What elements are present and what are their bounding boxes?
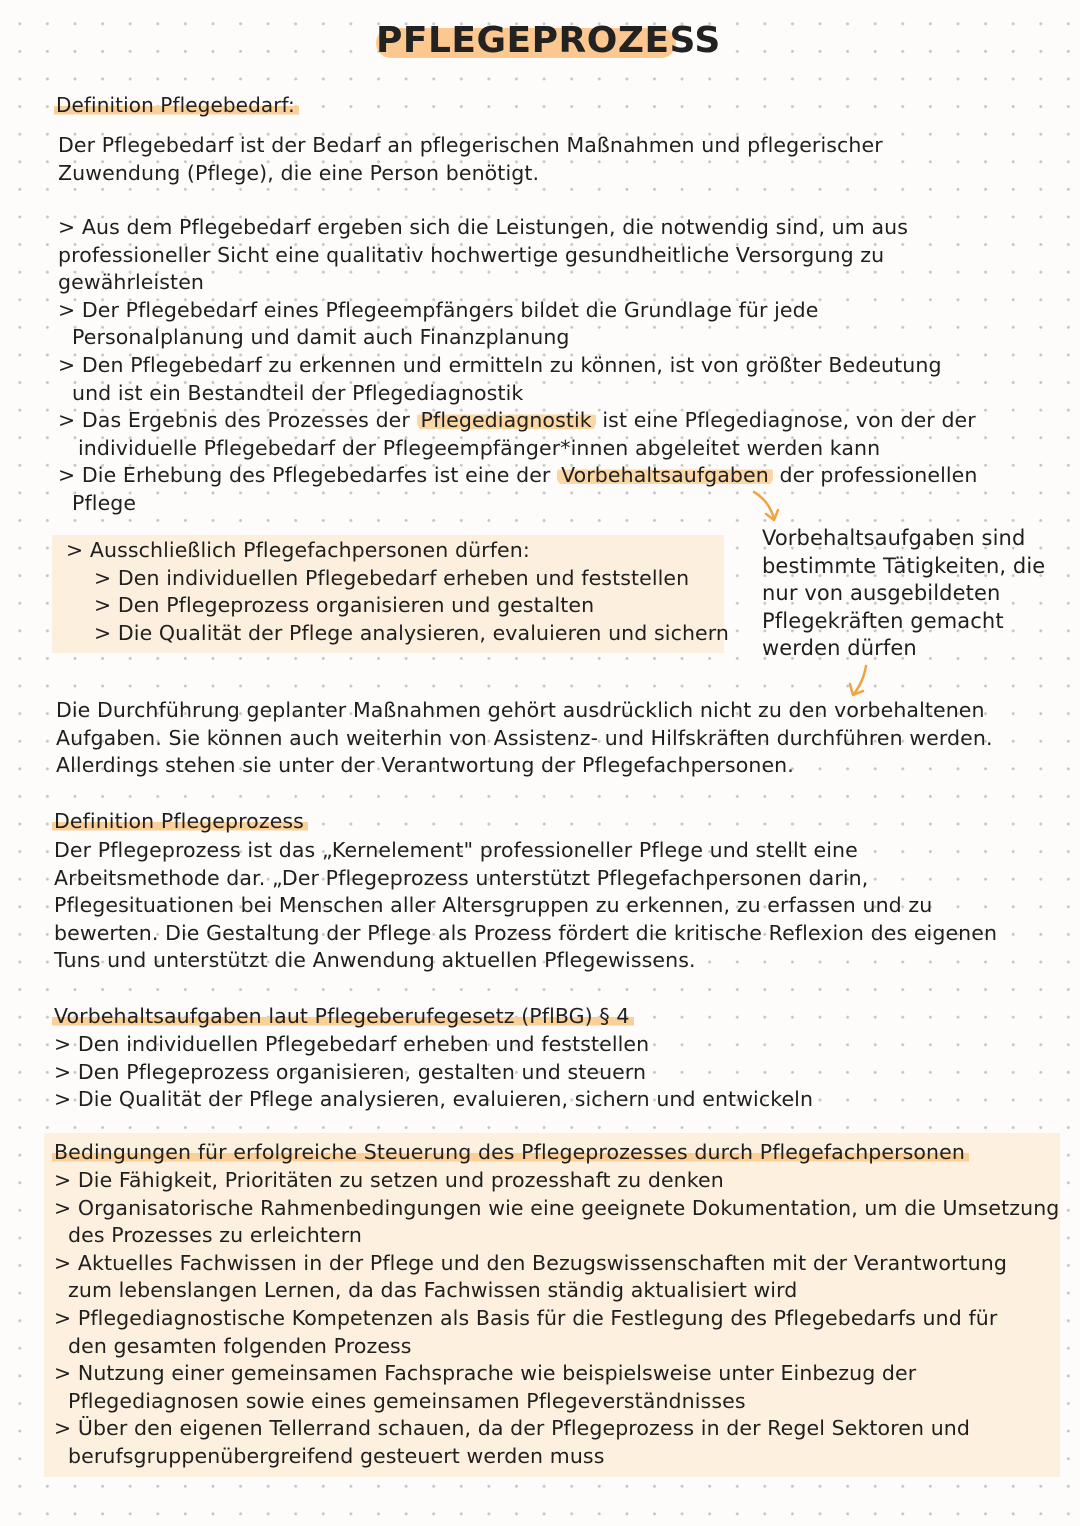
section-heading-pflegeprozess: Definition Pflegeprozess: [52, 808, 308, 836]
text-line: bestimmte Tätigkeiten, die: [762, 553, 1046, 578]
list-item: > Den individuellen Pflegebedarf erheben und feststellen: [54, 1032, 650, 1056]
text-line: Die Durchführung geplanter Maßnahmen gehört ausdrücklich nicht zu den vorbehaltenen: [56, 698, 985, 722]
text-line: Pflegekräften gemacht: [762, 608, 1004, 633]
list-item: > Aus dem Pflegebedarf ergeben sich die Leistungen, die notwendig sind, um aus: [58, 215, 908, 239]
text-line: Allerdings stehen sie unter der Verantwortung der Pflegefachpersonen.: [56, 753, 794, 778]
paragraph-pflegeprozess: [54, 837, 997, 975]
text-line: nur von ausgebildeten: [762, 581, 1001, 606]
list-item-cont: Pflegediagnosen sowie eines gemeinsamen Pflegeverständnisses: [68, 1388, 746, 1413]
list-item: > Das Ergebnis des Prozesses der Pflegediagnostik ist eine Pflegediagnose, von der der: [58, 408, 976, 433]
section-heading-vorbehaltsaufgaben: Vorbehaltsaufgaben laut Pflegeberufegesetz (PflBG) § 4: [52, 1003, 634, 1031]
list-item-cont: professioneller Sicht eine qualitativ hochwertige gesundheitliche Versorgung zu: [58, 242, 885, 267]
list-item: > Die Qualität der Pflege analysieren, evaluieren, sichern und entwickeln: [54, 1087, 814, 1112]
highlight-vorbehaltsaufgaben: Vorbehaltsaufgaben: [557, 463, 773, 487]
list-item: > Der Pflegebedarf eines Pflegeempfängers bildet die Grundlage für jede: [58, 297, 819, 322]
list-lead: > Ausschließlich Pflegefachpersonen dürfen:: [66, 538, 530, 562]
list-item-cont: zum lebenslangen Lernen, da das Fachwissen ständig aktualisiert wird: [68, 1278, 798, 1303]
list-item: > Die Erhebung des Pflegebedarfes ist eine der Vorbehaltsaufgaben der professionellen: [58, 463, 978, 488]
list-item: > Den individuellen Pflegebedarf erheben und feststellen: [94, 565, 690, 590]
list-item-cont: berufsgruppenübergreifend gesteuert werden muss: [68, 1443, 605, 1468]
list-item: > Organisatorische Rahmenbedingungen wie eine geeignete Dokumentation, um die Umsetzung: [54, 1195, 1060, 1220]
list-vorbehaltsaufgaben: [54, 1031, 813, 1114]
definition-paragraph: [58, 132, 883, 187]
list-item-cont: und ist ein Bestandteil der Pflegediagnostik: [72, 380, 524, 405]
list-item: > Die Fähigkeit, Prioritäten zu setzen und prozesshaft zu denken: [54, 1168, 724, 1192]
list-item: > Aktuelles Fachwissen in der Pflege und den Bezugswissenschaften mit der Verantwortung: [54, 1250, 1007, 1275]
page-title: [376, 16, 721, 66]
text-line: Vorbehaltsaufgaben sind: [762, 526, 1026, 550]
text-line: werden dürfen: [762, 636, 917, 661]
bullet-list-pflegebedarf: [58, 214, 978, 518]
list-item: > Pflegediagnostische Kompetenzen als Basis für die Festlegung des Pflegebedarfs und für: [54, 1305, 998, 1330]
sidenote-vorbehaltsaufgaben: [762, 525, 1045, 663]
section-heading-pflegebedarf: Definition Pflegebedarf:: [54, 92, 299, 120]
list-item-cont: des Prozesses zu erleichtern: [68, 1223, 362, 1248]
text-line: Zuwendung (Pflege), die eine Person benötigt.: [58, 160, 540, 185]
text-line: Arbeitsmethode dar. „Der Pflegeprozess unterstützt Pflegefachpersonen darin,: [54, 865, 869, 890]
list-item: > Die Qualität der Pflege analysieren, evaluieren und sichern: [94, 620, 730, 645]
text-line: Der Pflegeprozess ist das „Kernelement" professioneller Pflege und stellt eine: [54, 838, 858, 862]
list-item-cont: den gesamten folgenden Prozess: [68, 1333, 412, 1358]
highlight-pflegediagnostik: Pflegediagnostik: [417, 408, 596, 432]
text-line: Pflegesituationen bei Menschen aller Altersgruppen zu erkennen, zu erfassen und zu: [54, 893, 933, 918]
text-line: Der Pflegebedarf ist der Bedarf an pflegerischen Maßnahmen und pflegerischer: [58, 133, 883, 157]
list-bedingungen: [54, 1167, 1059, 1471]
page-title-text: PFLEGEPROZESS: [376, 20, 721, 61]
section-heading-bedingungen: Bedingungen für erfolgreiche Steuerung des Pflegeprozesses durch Pflegefachpersonen: [52, 1139, 969, 1167]
list-item: > Über den eigenen Tellerrand schauen, da der Pflegeprozess in der Regel Sektoren und: [54, 1416, 970, 1441]
list-item: > Den Pflegebedarf zu erkennen und ermitteln zu können, ist von größter Bedeutung: [58, 352, 942, 377]
list-item-cont: Pflege: [72, 490, 137, 515]
exclusive-tasks-list: [66, 537, 729, 647]
arrow-down-icon: [842, 662, 876, 702]
list-item-cont: individuelle Pflegebedarf der Pflegeempfänger*innen abgeleitet werden kann: [78, 435, 881, 460]
text-line: Tuns und unterstützt die Anwendung aktuellen Pflegewissens.: [54, 948, 696, 973]
list-item-cont: gewährleisten: [58, 270, 205, 295]
list-item: > Den Pflegeprozess organisieren und gestalten: [94, 593, 595, 618]
text-line: Aufgaben. Sie können auch weiterhin von Assistenz- und Hilfskräften durchführen werden.: [56, 725, 993, 750]
arrow-down-icon: [748, 488, 788, 528]
text-line: bewerten. Die Gestaltung der Pflege als Prozess fördert die kritische Reflexion des eigenen: [54, 920, 998, 945]
paragraph-durchfuehrung: [56, 697, 993, 780]
list-item: > Den Pflegeprozess organisieren, gestalten und steuern: [54, 1059, 647, 1084]
list-item-cont: Personalplanung und damit auch Finanzplanung: [72, 325, 570, 350]
list-item: > Nutzung einer gemeinsamen Fachsprache wie beispielsweise unter Einbezug der: [54, 1361, 917, 1386]
